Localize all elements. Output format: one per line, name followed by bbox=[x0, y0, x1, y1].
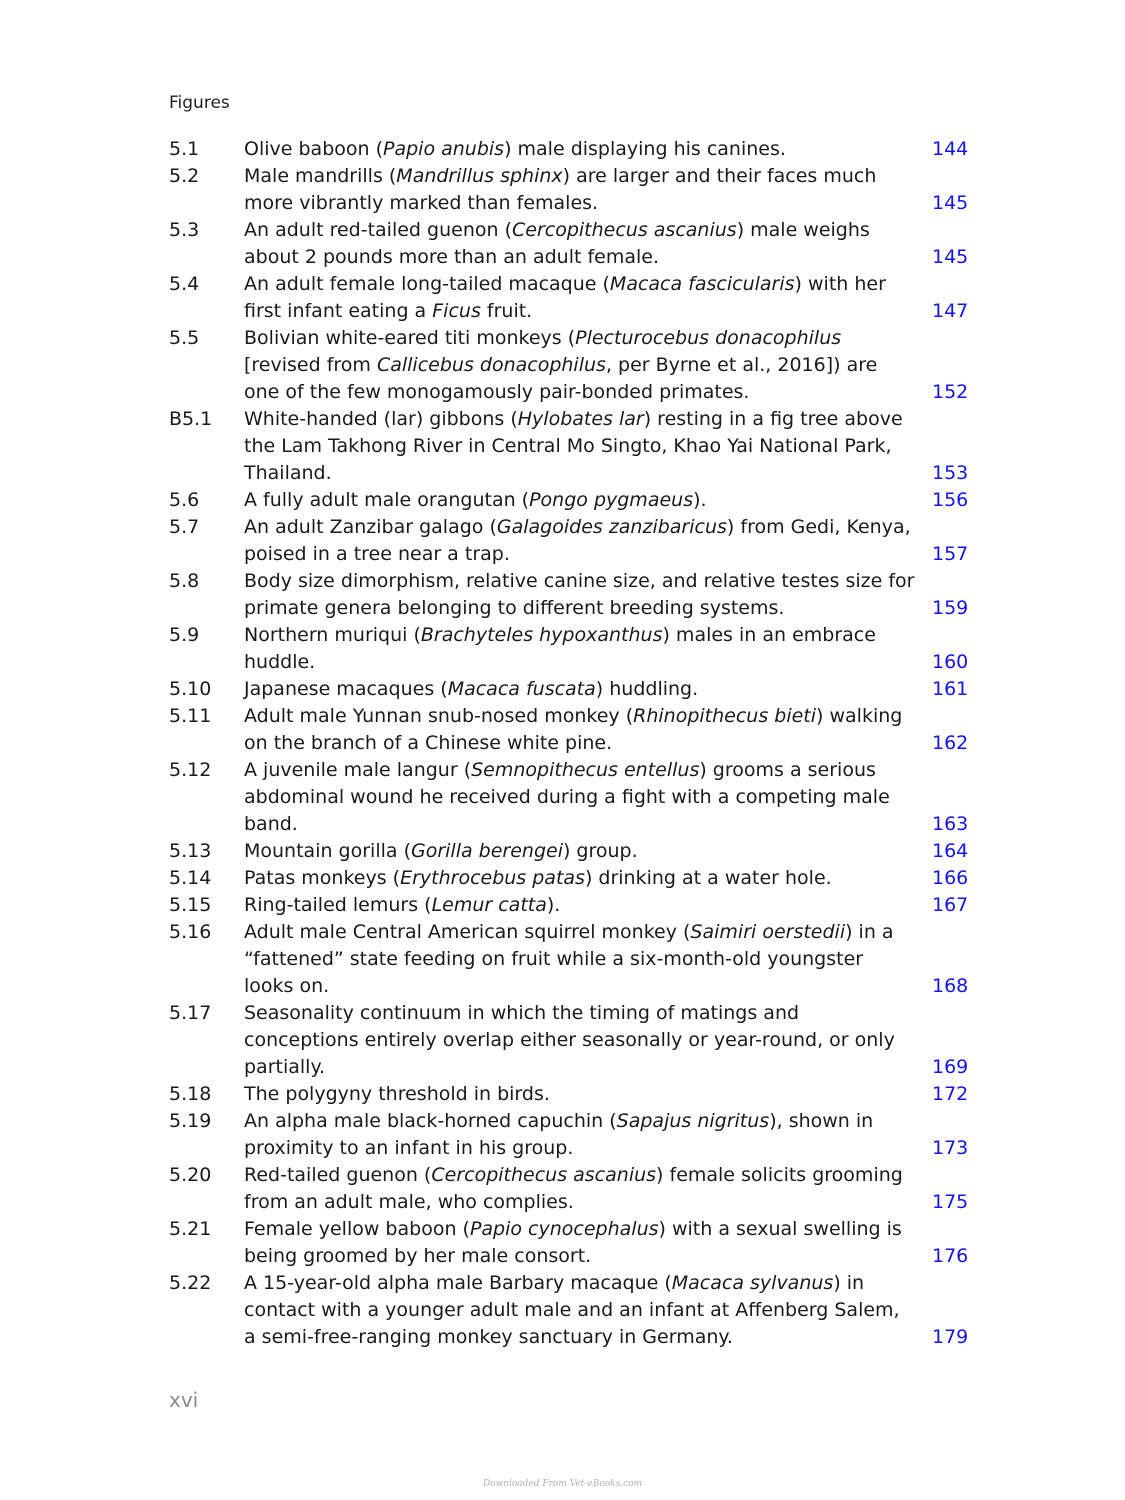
figure-entry bbox=[169, 1216, 969, 1270]
figure-page-link[interactable]: 176 bbox=[932, 1245, 969, 1267]
caption-text: ) male weighs about 2 pounds more than an adult female. bbox=[244, 219, 870, 268]
figure-number: 5.4 bbox=[169, 273, 200, 295]
figure-page-link[interactable]: 175 bbox=[932, 1191, 969, 1213]
figure-page-link[interactable]: 159 bbox=[932, 597, 969, 619]
figure-caption bbox=[244, 136, 924, 163]
figure-number: 5.14 bbox=[169, 867, 212, 889]
figure-caption bbox=[244, 865, 924, 892]
caption-text: ) from Gedi, Kenya, poised in a tree near a trap. bbox=[244, 516, 911, 565]
figure-entry bbox=[169, 568, 969, 622]
caption-text: , per Byrne et al., 2016]) are one of the few monogamously pair-bonded primates. bbox=[244, 354, 878, 403]
figure-number: 5.2 bbox=[169, 165, 200, 187]
figure-entry bbox=[169, 865, 969, 892]
figure-number: 5.6 bbox=[169, 489, 200, 511]
caption-text: A fully adult male orangutan ( bbox=[244, 489, 530, 511]
figure-page-link[interactable]: 166 bbox=[932, 867, 969, 889]
species-name: Papio cynocephalus bbox=[469, 1218, 659, 1240]
figure-entry bbox=[169, 757, 969, 838]
figure-entry bbox=[169, 271, 969, 325]
figure-caption bbox=[244, 487, 924, 514]
figure-caption bbox=[244, 163, 924, 217]
figure-page-link[interactable]: 157 bbox=[932, 543, 969, 565]
figure-caption bbox=[244, 1216, 924, 1270]
figure-caption bbox=[244, 703, 924, 757]
figure-number: 5.8 bbox=[169, 570, 200, 592]
caption-text: Body size dimorphism, relative canine size, and relative testes size for primate genera belonging to different breeding systems. bbox=[244, 570, 915, 619]
caption-text: Patas monkeys ( bbox=[244, 867, 401, 889]
species-name: Sapajus nigritus bbox=[616, 1110, 770, 1132]
caption-text: ) male displaying his canines. bbox=[504, 138, 786, 160]
caption-text: An adult female long-tailed macaque ( bbox=[244, 273, 610, 295]
figure-page-link[interactable]: 156 bbox=[932, 489, 969, 511]
figure-entry bbox=[169, 919, 969, 1000]
caption-text: ) resting in a fig tree above the Lam Takhong River in Central Mo Singto, Khao Yai National Park, Thailand. bbox=[244, 408, 903, 484]
figure-page-link[interactable]: 167 bbox=[932, 894, 969, 916]
figure-entry bbox=[169, 1081, 969, 1108]
figure-page-link[interactable]: 144 bbox=[932, 138, 969, 160]
figure-number: 5.16 bbox=[169, 921, 212, 943]
species-name: Rhinopithecus bieti bbox=[633, 705, 817, 727]
species-name: Semnopithecus entellus bbox=[471, 759, 700, 781]
figure-entry bbox=[169, 892, 969, 919]
figure-caption bbox=[244, 1162, 924, 1216]
figure-entry bbox=[169, 1108, 969, 1162]
species-name: Macaca sylvanus bbox=[671, 1272, 834, 1294]
caption-text: Japanese macaques ( bbox=[244, 678, 448, 700]
species-name: Hylobates lar bbox=[517, 408, 644, 430]
figure-page-link[interactable]: 162 bbox=[932, 732, 969, 754]
caption-text: ) are larger and their faces much more vibrantly marked than females. bbox=[244, 165, 877, 214]
species-name: Gorilla berengei bbox=[410, 840, 563, 862]
figure-page-link[interactable]: 145 bbox=[932, 192, 969, 214]
species-name: Callicebus donacophilus bbox=[376, 354, 606, 376]
figure-entry bbox=[169, 325, 969, 406]
figure-number: 5.9 bbox=[169, 624, 200, 646]
figure-number: 5.19 bbox=[169, 1110, 212, 1132]
species-name: Macaca fascicularis bbox=[609, 273, 795, 295]
figure-number: 5.11 bbox=[169, 705, 212, 727]
caption-text: fruit. bbox=[480, 300, 533, 322]
figure-page-link[interactable]: 173 bbox=[932, 1137, 969, 1159]
figure-caption bbox=[244, 1270, 924, 1351]
figure-number: 5.18 bbox=[169, 1083, 212, 1105]
figure-number: 5.10 bbox=[169, 678, 212, 700]
figure-number: 5.21 bbox=[169, 1218, 212, 1240]
species-name: Cercopithecus ascanius bbox=[512, 219, 737, 241]
running-header: Figures bbox=[169, 93, 230, 113]
figure-entry bbox=[169, 136, 969, 163]
figure-entry bbox=[169, 487, 969, 514]
figure-number: 5.12 bbox=[169, 759, 212, 781]
figure-page-link[interactable]: 153 bbox=[932, 462, 969, 484]
caption-text: Adult male Yunnan snub-nosed monkey ( bbox=[244, 705, 634, 727]
figure-page-link[interactable]: 163 bbox=[932, 813, 969, 835]
figure-caption bbox=[244, 1081, 924, 1108]
figure-page-link[interactable]: 145 bbox=[932, 246, 969, 268]
caption-text: An adult red-tailed guenon ( bbox=[244, 219, 512, 241]
caption-text: The polygyny threshold in birds. bbox=[244, 1083, 550, 1105]
caption-text: An alpha male black-horned capuchin ( bbox=[244, 1110, 617, 1132]
figure-caption bbox=[244, 568, 924, 622]
caption-text: Seasonality continuum in which the timing of matings and conceptions entirely overlap either seasonally or year-round, or only partially. bbox=[244, 1002, 895, 1078]
caption-text: White-handed (lar) gibbons ( bbox=[244, 408, 518, 430]
figure-page-link[interactable]: 169 bbox=[932, 1056, 969, 1078]
caption-text: ) with a sexual swelling is being groomed by her male consort. bbox=[244, 1218, 902, 1267]
figure-number: 5.1 bbox=[169, 138, 200, 160]
figure-page-link[interactable]: 164 bbox=[932, 840, 969, 862]
caption-text: Northern muriqui ( bbox=[244, 624, 421, 646]
caption-text: ) huddling. bbox=[595, 678, 699, 700]
caption-text: Ring-tailed lemurs ( bbox=[244, 894, 432, 916]
figure-caption bbox=[244, 514, 924, 568]
species-name: Papio anubis bbox=[383, 138, 505, 160]
figure-caption bbox=[244, 622, 924, 676]
figure-entry bbox=[169, 217, 969, 271]
caption-text: ) in a “fattened” state feeding on fruit while a six-month-old youngster looks on. bbox=[244, 921, 894, 997]
figure-entry bbox=[169, 1162, 969, 1216]
figure-number: 5.20 bbox=[169, 1164, 212, 1186]
species-name: Cercopithecus ascanius bbox=[431, 1164, 657, 1186]
figure-page-link[interactable]: 168 bbox=[932, 975, 969, 997]
figure-caption bbox=[244, 271, 924, 325]
caption-text: ) males in an embrace huddle. bbox=[244, 624, 876, 673]
figure-caption bbox=[244, 892, 924, 919]
caption-text: ). bbox=[693, 489, 707, 511]
figure-entry bbox=[169, 622, 969, 676]
figure-list bbox=[169, 136, 969, 1351]
figure-number: 5.15 bbox=[169, 894, 212, 916]
caption-text: [revised from bbox=[244, 354, 377, 376]
figure-caption bbox=[244, 676, 924, 703]
figure-entry bbox=[169, 676, 969, 703]
page-number: xvi bbox=[169, 1388, 199, 1412]
caption-text: Female yellow baboon ( bbox=[244, 1218, 470, 1240]
figure-number: 5.7 bbox=[169, 516, 200, 538]
figure-caption bbox=[244, 1000, 924, 1081]
caption-text: A juvenile male langur ( bbox=[244, 759, 472, 781]
figure-page-link[interactable]: 147 bbox=[932, 300, 969, 322]
caption-text: Red-tailed guenon ( bbox=[244, 1164, 432, 1186]
figure-entry bbox=[169, 406, 969, 487]
caption-text: An adult Zanzibar galago ( bbox=[244, 516, 497, 538]
species-name: Macaca fuscata bbox=[447, 678, 596, 700]
caption-text: ) walking on the branch of a Chinese white pine. bbox=[244, 705, 903, 754]
figure-entry bbox=[169, 1270, 969, 1351]
figure-page-link[interactable]: 160 bbox=[932, 651, 969, 673]
species-name: Pongo pygmaeus bbox=[529, 489, 694, 511]
caption-text: A 15-year-old alpha male Barbary macaque ( bbox=[244, 1272, 672, 1294]
figure-entry bbox=[169, 1000, 969, 1081]
figure-number: 5.22 bbox=[169, 1272, 212, 1294]
caption-text: ) drinking at a water hole. bbox=[584, 867, 832, 889]
figure-number: 5.3 bbox=[169, 219, 200, 241]
figure-caption bbox=[244, 1108, 924, 1162]
caption-text: Adult male Central American squirrel monkey ( bbox=[244, 921, 691, 943]
figure-entry bbox=[169, 703, 969, 757]
figure-number: B5.1 bbox=[169, 408, 213, 430]
caption-text: ) female solicits grooming from an adult male, who complies. bbox=[244, 1164, 903, 1213]
caption-text: Bolivian white-eared titi monkeys ( bbox=[244, 327, 576, 349]
figure-page-link[interactable]: 152 bbox=[932, 381, 969, 403]
caption-text: Mountain gorilla ( bbox=[244, 840, 411, 862]
figure-entry bbox=[169, 514, 969, 568]
caption-text: ) grooms a serious abdominal wound he received during a fight with a competing male band. bbox=[244, 759, 890, 835]
figure-caption bbox=[244, 325, 924, 406]
species-name: Brachyteles hypoxanthus bbox=[420, 624, 663, 646]
figure-number: 5.17 bbox=[169, 1002, 212, 1024]
figure-page-link[interactable]: 161 bbox=[932, 678, 969, 700]
caption-text: Olive baboon ( bbox=[244, 138, 383, 160]
species-name: Saimiri oerstedii bbox=[690, 921, 846, 943]
species-name: Mandrillus sphinx bbox=[396, 165, 563, 187]
figure-caption bbox=[244, 757, 924, 838]
figure-entry bbox=[169, 838, 969, 865]
caption-text: ) group. bbox=[562, 840, 638, 862]
figure-entry bbox=[169, 163, 969, 217]
figure-caption bbox=[244, 838, 924, 865]
caption-text: ), shown in proximity to an infant in his group. bbox=[244, 1110, 874, 1159]
download-watermark: Downloaded From Vet-eBooks.com bbox=[482, 1479, 643, 1489]
figure-page-link[interactable]: 172 bbox=[932, 1083, 969, 1105]
species-name: Ficus bbox=[432, 300, 481, 322]
caption-text: ) with her first infant eating a bbox=[244, 273, 886, 322]
figure-caption bbox=[244, 217, 924, 271]
species-name: Galagoides zanzibaricus bbox=[496, 516, 727, 538]
figure-caption bbox=[244, 406, 924, 487]
figure-caption bbox=[244, 919, 924, 1000]
species-name: Plecturocebus donacophilus bbox=[575, 327, 842, 349]
figure-page-link[interactable]: 179 bbox=[932, 1326, 969, 1348]
caption-text: ) in contact with a younger adult male and an infant at Affenberg Salem, a semi-free-ranging monkey sanctuary in Germany. bbox=[244, 1272, 900, 1348]
caption-text: Male mandrills ( bbox=[244, 165, 397, 187]
figure-number: 5.5 bbox=[169, 327, 200, 349]
figure-number: 5.13 bbox=[169, 840, 212, 862]
species-name: Lemur catta bbox=[431, 894, 547, 916]
species-name: Erythrocebus patas bbox=[400, 867, 585, 889]
caption-text: ). bbox=[546, 894, 561, 916]
